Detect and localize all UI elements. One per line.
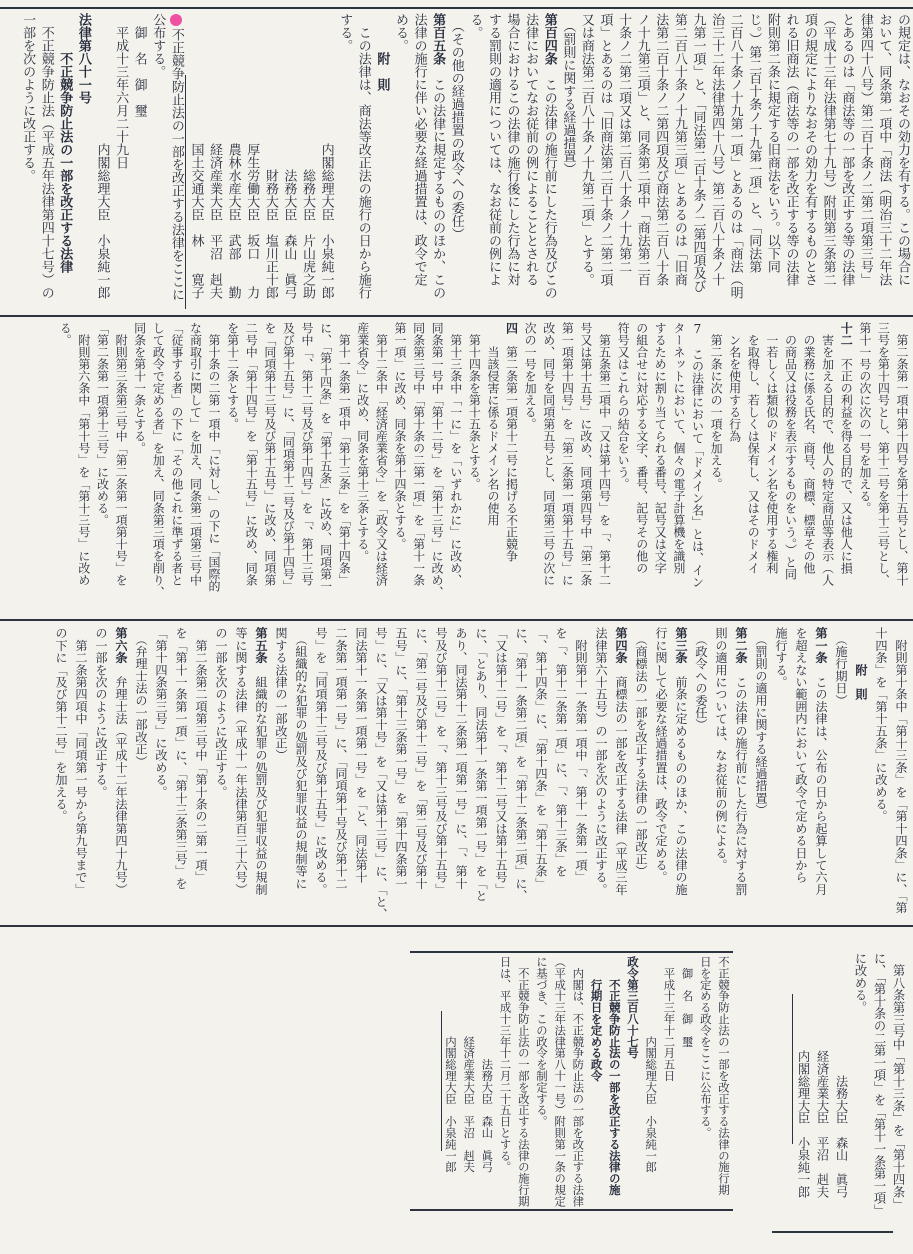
text-column: に、「第十四条」を「第十五条」に改め、同項第一 (318, 322, 333, 592)
text-column: 関する法律の一部改正） (274, 627, 288, 762)
text-column: 国土交通大臣 林 寛子 (188, 13, 204, 299)
text-column: を「、第十二条第一項」に、「、第十三条」を (554, 627, 568, 878)
text-column: 第一条 この法律は、公布の日から起算して六月 (814, 627, 828, 896)
text-column: 内閣総理大臣 小泉純一郎 (318, 13, 334, 299)
text-column: の商品又は役務を表示するものをいう。）と同 (783, 322, 798, 580)
text-column: 内閣は、不正競争防止法の一部を改正する法律 (571, 956, 586, 1207)
text-column: 総務大臣 片山虎之助 (300, 13, 315, 299)
text-column: ターネットにおいて、個々の電子計算機を識別 (671, 322, 686, 574)
cabinet-order-bottom-rule (410, 1209, 733, 1211)
text-column: 一部を次のように改正する。 (20, 13, 36, 182)
section-law81-supplementary-provisions (2, 627, 911, 920)
text-column: 号中「、第十二号及び第十四号」を「、第十三号 (300, 322, 314, 586)
section-divider-1 (0, 315, 913, 317)
text-column: （商標法の一部を改正する法律の一部改正） (634, 627, 648, 878)
text-column: 九第一項」と、「同法第二百十条ノ二第四項及び (690, 13, 706, 293)
text-column: 場合におけるこの法律の施行後にした行為に対 (504, 13, 520, 286)
text-column: 第四条 商標法の一部を改正する法律（平成三年 (614, 627, 628, 896)
text-column: 第二条 この法律の施行前にした行為に対する罰 (734, 627, 748, 896)
text-column: に改める。 (853, 952, 867, 1014)
text-column: 不正競争防止法の一部を改正する法律 (57, 13, 73, 273)
text-column: 産業省令」に改め、同条を第十三条とする。 (355, 322, 370, 562)
text-column: 附則第六条中「第十号」を「第十三号」に改め (76, 322, 91, 586)
text-column: 不正競争防止法の一部を改正する法律の施行期 (516, 956, 531, 1207)
text-column: 第二条第二項第三号中「第十条の二第一項」 (194, 627, 208, 884)
text-column: 財務大臣 塩川正十郎 (262, 13, 278, 299)
text-column: （罰則の適用に関する経過措置） (754, 627, 768, 817)
text-column: 第一項」に改め、同条を第十四条とする。 (392, 322, 407, 550)
text-column: 内閣総理大臣 小泉純一郎 (94, 13, 110, 299)
cabinet-order-top-rule (410, 951, 733, 953)
text-column: 法第二百十条ノ二第四項及び商法第二百八十条 (653, 13, 669, 286)
text-column: 同条第一号中「第十二号」を「第十三号」に改め、 (430, 322, 445, 598)
text-column: 経済産業大臣 平沼 赳夫 (207, 13, 223, 299)
text-column: 第十二条中「経済産業省令」を「政令又は経済 (374, 322, 389, 586)
section-cabinet-order-387 (410, 956, 733, 1206)
text-column: 法律第八十一号 (75, 13, 91, 104)
text-column: 法務大臣 森山 眞弓 (834, 952, 848, 1198)
text-column: 「第十四条第三号」に改める。 (154, 627, 168, 798)
text-column: を取得し、若しくは保有し、又はそのドメイ (746, 322, 761, 574)
text-column: （その他の経過措置の政令への委任） (448, 13, 464, 241)
text-column: この法律は、商法等改正法の施行の日から施行 (355, 13, 371, 299)
text-column: 第三条 前条に定めるもののほか、この法律の施 (674, 627, 688, 896)
text-column: する。 (337, 13, 353, 52)
text-column: 号」に、「又は第十号」を「又は第十三号」に、「と、 (374, 627, 388, 920)
section-law-end-and-law81-heading (2, 13, 911, 310)
text-column: 平成十三年十二月五日 (662, 956, 677, 1082)
text-column: （罰則に関する経過措置） (560, 13, 576, 176)
text-column: 附則第三条第三号中「第二条第一項第十号」を (114, 322, 129, 586)
text-column: 附則第十条中「第十三条」を「第十四条」に、「第 (894, 627, 908, 914)
text-column: の組合せに対応する文字、番号、記号その他の (634, 322, 649, 574)
text-column: （組織的な犯罪の処罰及び犯罪収益の規制等に (294, 627, 308, 890)
text-column: 日を定める政令をここに公布する。 (698, 956, 713, 1139)
text-column: 附 則 (854, 627, 868, 701)
text-column: 号」を「同項第十三号及び第十五号」に改める。 (314, 627, 328, 896)
text-column: 則の適用については、なお従前の例による。 (714, 627, 728, 871)
text-column: 号又は第十五号」に改め、同項第四号中「第二条 (578, 322, 593, 586)
text-column: 附 則 (374, 13, 390, 91)
text-column: に、「第十条の二第一項」を「第十一条第一項」 (872, 952, 886, 1217)
text-column: れる旧商法（商法等の一部を改正する等の法律 (783, 13, 799, 286)
text-column: 御 名 御 璽 (680, 956, 695, 1048)
text-column: 第十四条を第十五条とする。 (467, 322, 482, 490)
text-column: 施行する。 (774, 627, 788, 688)
text-column: 項の規定によりなおその効力を有するものとさ (802, 13, 818, 286)
text-column: あり、同法第十二条第一項第一号」に、「、第十 (454, 627, 468, 890)
text-column: （平成十三年法律第七十九号）附則第三条第二 (820, 13, 836, 286)
text-column: 害を加える目的で、他人の特定商品等表示（人 (820, 322, 835, 586)
text-column: 法務大臣 森山 眞弓 (480, 956, 495, 1173)
text-column: して政令で定める者」を加え、同条第三項を削り、 (151, 322, 166, 598)
text-column: （弁理士法の一部改正） (134, 627, 148, 768)
text-column: 「従事する者」の下に「その他これに準ずる者と (169, 322, 184, 586)
text-column: る。 (467, 13, 483, 39)
text-column: 四 第二条第一項第十二号に掲げる不正競争 (504, 322, 519, 562)
text-column: 第五条 組織的な犯罪の処罰及び犯罪収益の規制 (254, 627, 268, 896)
text-column: の規定は、なおその効力を有する。この場合に (895, 13, 910, 286)
text-column: 符号又はこれらの結合をいう。 (616, 322, 631, 490)
section-divider-2 (0, 619, 913, 621)
text-column: 三号を第十四号とし、第十二号を第十三号とし、 (876, 322, 891, 586)
text-column: 平成十三年六月二十九日 (113, 13, 129, 169)
text-column: 附則第十一条第一項中「、第十一条第一項」 (574, 627, 588, 884)
text-column: 政令第三百八十七号 (625, 956, 640, 1059)
text-column: おいて、同条第一項中「商法（明治三十二年法 (876, 13, 892, 286)
text-column: 内閣総理大臣 小泉純一郎 (796, 952, 810, 1198)
text-column: 等に関する法律（平成十一年法律第百三十六号） (234, 627, 248, 896)
text-column: 第六条 弁理士法（平成十二年法律第四十九号） (114, 627, 128, 896)
section-divider-top (0, 7, 913, 9)
text-column: 第二条第四項中「同項第一号から第九号まで」 (74, 627, 88, 896)
text-column: 法務大臣 森山 眞弓 (281, 13, 297, 299)
text-column: に、「第十一条第二項」を「第十二条第二項」に、 (514, 627, 528, 902)
text-column: の一部を次のように改正する。 (94, 627, 108, 798)
section-law81-amendment-text (2, 322, 911, 613)
section-divider-3 (0, 925, 913, 927)
text-column: （平成十三年法律第八十一号）附則第一条の規定 (553, 956, 568, 1207)
text-column: を「同項第十三号及び第十五号」に改め、同項第 (262, 322, 277, 586)
text-column: 不正競争防止法の一部を改正する法律の施行期 (717, 956, 731, 1196)
text-column: 法律第六十五号）の一部を次のように改正する。 (594, 627, 608, 896)
text-column: （政令への委任） (694, 627, 708, 731)
text-column: 同法第十一条第一項第一号」を「と、同法第十 (354, 627, 368, 884)
text-column: 行に関して必要な経過措置は、政令で定める。 (654, 627, 668, 884)
text-column: 二号中「第十四号」を「第十五号」に改め、同条 (244, 322, 259, 586)
text-column: ン名を使用する行為 (727, 322, 742, 442)
text-column: 不正競争防止法の一部を改正する法律の施 (607, 956, 622, 1196)
text-column: する罰則の適用については、なお従前の例によ (485, 13, 501, 286)
text-column: 御 名 御 璽 (131, 13, 147, 117)
text-column: に、「第二号及び第十二号」を「第二号及び第十 (414, 627, 428, 890)
text-column: 公布する。 (150, 13, 166, 78)
text-column: に、「とあり、同法第十一条第一項第一号」を「と (474, 627, 488, 902)
text-column: 経済産業大臣 平沼 赳夫 (815, 952, 829, 1198)
text-column: するために割り当てられる番号、記号又は文字 (653, 322, 668, 574)
text-column: の業務に係る氏名、商号、商標、標章その他 (802, 322, 817, 574)
highlight-marker-dot (170, 14, 182, 26)
text-column: じ。）第二百十条ノ十九第一項」と、「同法第 (746, 13, 762, 273)
text-column: ノ十九第三項」と、同条第二項中「商法第二百 (634, 13, 650, 286)
text-column: 十条ノ二第二項又は第二百八十条ノ十九第二 (616, 13, 632, 273)
text-column: 「又は第十二号」を「、第十二号又は第十五号」 (494, 627, 508, 896)
text-column: 第十一条第一項中「第十三条」を「第十四条」 (337, 322, 352, 586)
text-column: の下に「及び第十二号」を加える。 (54, 627, 68, 823)
text-column: 当該侵害に係るドメイン名の使用 (485, 322, 500, 526)
text-column: 又は商法第二百八十条ノ十九第二項」とする。 (578, 13, 594, 286)
text-column: とあるのは「商法等の一部を改正する等の法律 (839, 13, 855, 286)
text-column: 内閣総理大臣 小泉純一郎 (443, 956, 458, 1173)
text-column: 第十三条中「一に」を「いずれかに」に改め、 (448, 322, 463, 586)
section-law81-signatures (737, 952, 907, 1234)
text-column: な商取引に関して」を加え、同条第二項第三号中 (188, 322, 203, 586)
text-column: 第二条第一項中第十四号を第十五号とし、第十 (895, 322, 909, 586)
text-column: 第十条の二第一項中「に対し、」の下に「国際的 (207, 322, 222, 592)
text-column: 第八条第三号中「第十三条」を「第十四条」 (891, 952, 905, 1211)
text-column: 同条第三号中「第十条の二第一項」を「第十一条 (411, 322, 426, 586)
text-column: 律第四十八号）第二百十条ノ二第二項第三号」 (857, 13, 873, 286)
text-column: 経済産業大臣 平沼 赳夫 (462, 956, 477, 1173)
law-end-bottom-rule (772, 1231, 893, 1233)
text-column: 内閣総理大臣 小泉純一郎 (644, 956, 659, 1173)
text-column: 7 この法律において「ドメイン名」とは、イン (690, 322, 705, 588)
text-column: 第一項第十四号」を「第二条第一項第十五号」に (560, 322, 575, 586)
text-column: 同条を第十一条とする。 (132, 322, 147, 454)
text-column: 法律においてなお従前の例によることとされる (523, 13, 539, 286)
text-column: 次の一号を加える。 (523, 322, 538, 430)
text-column: 五号」に、「第十三条第一号」を「第十四条第一 (394, 627, 408, 890)
text-column: 一若しくは類似のドメイン名を使用する権利 (764, 322, 779, 574)
text-column: 号及び第十二号」を「、第十三号及び第十五号」 (434, 627, 448, 896)
text-column: 第五条第二項中「又は第十四号」を「、第十二 (597, 322, 612, 586)
text-column: 第二百八十条ノ十九第三項」とあるのは「旧商 (671, 13, 687, 286)
text-column: 十二 不正の利益を得る目的で、又は他人に損 (839, 322, 854, 574)
text-column: 第二条に次の一項を加える。 (709, 322, 724, 490)
text-column: 法律の施行に伴い必要な経過措置は、政令で定 (411, 13, 427, 286)
text-column: 及び第十五号」に、「同項第十二号及び第十四号」 (281, 322, 296, 592)
text-column: 農林水産大臣 武部 勤 (225, 13, 241, 299)
text-column: を第十二条とする。 (225, 322, 240, 430)
text-column: 行期日を定める政令 (589, 956, 604, 1082)
text-column: 附則第二条に規定する旧商法をいう。以下同 (764, 13, 780, 273)
text-column: 二百八十条ノ十九第一項」とあるのは「商法（明 (727, 13, 743, 299)
text-column: める。 (392, 13, 408, 52)
text-column: 不正競争防止法（平成五年法律第四十七号）の (38, 13, 54, 299)
text-column: 日は、平成十三年十二月二十五日とする。 (498, 956, 513, 1173)
text-column: 「、第十四条」に、「第十四条」を「第十五条」 (534, 627, 548, 890)
text-column: （施行期日） (834, 627, 848, 707)
text-column: の一部を次のように改正する。 (214, 627, 228, 798)
text-column: を超えない範囲内において政令で定める日から (794, 627, 808, 884)
text-column: に基づき、この政令を制定する。 (534, 956, 549, 1127)
text-column: 第百四条 この法律の施行前にした行為及びこの (541, 13, 557, 299)
text-column: 第十一号の次に次の一号を加える。 (857, 322, 872, 514)
text-column: 厚生労働大臣 坂口 力 (244, 13, 260, 299)
text-column: 治三十二年法律第四十八号）第二百八十条ノ十 (709, 13, 725, 286)
text-column: 第百五条 この法律に規定するもののほか、この (430, 13, 446, 299)
text-column: 改め、同号を同項第五号とし、同項第三号の次に (541, 322, 556, 586)
text-column-with-marker: 不正競争防止法の一部を改正する法律をここに (166, 13, 185, 310)
text-column: る。 (58, 322, 73, 346)
text-column: 二条第一項第一号」に、「同項第十号及び第十二 (334, 627, 348, 890)
text-column: 項」とあるのは「旧商法第二百十条ノ二第二項 (597, 13, 613, 286)
text-column: を「第十一条第一項」に、「第十三条第三号」を (174, 627, 188, 890)
text-column: 「第二条第一項第十三号」に改める。 (95, 322, 110, 526)
text-column: 十四条」を「第十五条」に改める。 (874, 627, 888, 823)
